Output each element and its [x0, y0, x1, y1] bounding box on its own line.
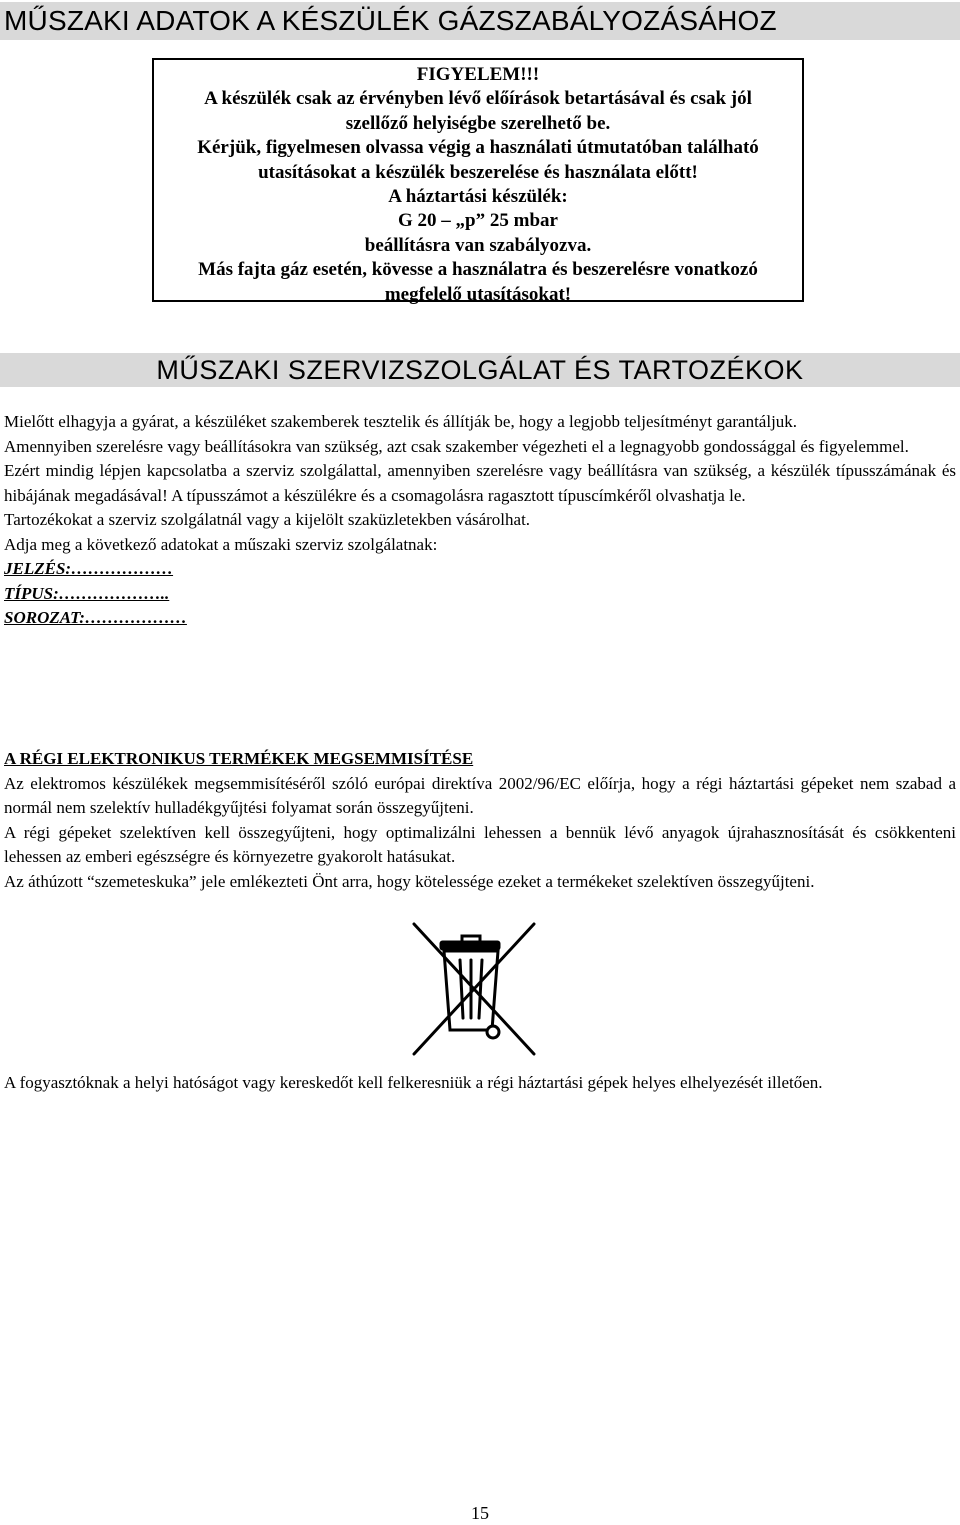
field-brand: JELZÉS:………………: [4, 559, 174, 578]
section-title-bar: [0, 353, 960, 387]
paragraph: Amennyiben szerelésre vagy beállításokra van szükség, azt csak szakember végezheti el a legnagyobb gondossággal és figyelemmel.: [4, 436, 909, 456]
warning-line: utasításokat a készülék beszerelése és használata előtt!: [258, 161, 698, 183]
paragraph: Mielőtt elhagyja a gyárat, a készüléket szakemberek tesztelik és állítják be, hogy a legjobb teljesítményt garantáljuk.: [4, 412, 798, 431]
crossed-out-wheelie-bin-icon: [408, 920, 540, 1058]
warning-line: A készülék csak az érvényben lévő előírások betartásával és csak jól: [204, 88, 752, 110]
paragraph: A régi gépeket szelektíven kell összegyűjteni, hogy optimalizálni lehessen a bennük lévő anyagok újrahasznosítását és csökkenteni lehessen az emberi egészségre és környezetre gyakorolt hatásukat.: [4, 822, 956, 866]
field-type: TÍPUS:………………..: [4, 583, 170, 603]
page-number: 15: [471, 1503, 489, 1523]
paragraph: Tartozékokat a szerviz szolgálatnál vagy a kijelölt szaküzletekben vásárolhat.: [4, 510, 531, 529]
warning-line: Más fajta gáz esetén, kövesse a használatra és beszerelésre vonatkozó: [198, 259, 758, 281]
paragraph: A fogyasztóknak a helyi hatóságot vagy kereskedőt kell felkeresniük a régi háztartási gépek helyes elhelyezését illetően.: [4, 1073, 823, 1092]
title-bar: [0, 2, 960, 40]
field-series: SOROZAT:………………: [4, 608, 187, 627]
disposal-section: [4, 747, 956, 894]
warning-line: FIGYELEM!!!: [416, 64, 540, 85]
section-title-disposal: A RÉGI ELEKTRONIKUS TERMÉKEK MEGSEMMISÍTÉSE: [4, 749, 474, 768]
page-title: MŰSZAKI ADATOK A KÉSZÜLÉK GÁZSZABÁLYOZÁSÁHOZ: [4, 5, 777, 36]
service-section: [4, 410, 956, 631]
closing-section: [4, 1071, 956, 1096]
paragraph: Az elektromos készülékek megsemmisítéséről szóló európai direktíva 2002/96/EC előírja, hogy a régi háztartási gépeket nem szabad a normál nem szelektív hulladékgyűjtési folyamat során összegyűjteni.: [4, 773, 956, 817]
warning-line: szellőző helyiségbe szerelhető be.: [345, 112, 611, 134]
paragraph: Ezért mindig lépjen kapcsolatba a szerviz szolgálattal, amennyiben szerelésre vagy beállításra van szükség, a készülék típusszámának és hibájának megadásával! A típusszámot a készülékre és a csomagolásra ragasztott típuscímkéről olvashatja le.: [4, 461, 956, 505]
warning-line: beállításra van szabályozva.: [364, 234, 592, 256]
warning-line: Kérjük, figyelmesen olvassa végig a használati útmutatóban található: [197, 137, 759, 159]
section-title-service: MŰSZAKI SZERVIZSZOLGÁLAT ÉS TARTOZÉKOK: [156, 355, 804, 385]
paragraph: Az áthúzott “szemeteskuka” jele emlékezteti Önt arra, hogy kötelessége ezeket a termékeket szelektíven összegyűjteni.: [4, 871, 815, 891]
warning-line: A háztartási készülék:: [388, 186, 568, 208]
warning-box: [152, 58, 804, 305]
paragraph: Adja meg a következő adatokat a műszaki szerviz szolgálatnak:: [4, 534, 438, 554]
warning-line: megfelelő utasításokat!: [384, 283, 572, 305]
warning-line: G 20 – „p” 25 mbar: [398, 210, 558, 232]
